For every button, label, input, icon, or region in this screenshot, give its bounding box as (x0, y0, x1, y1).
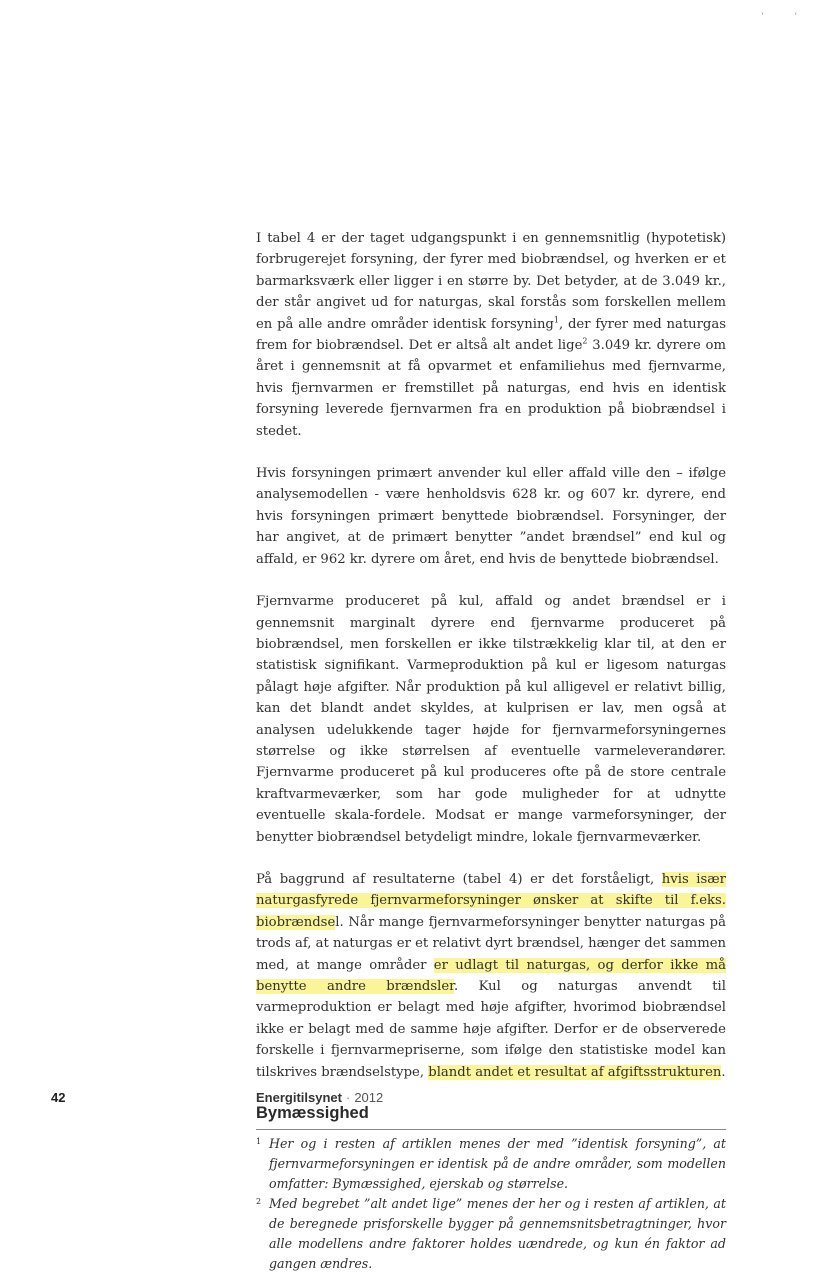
text-run: . Kul og naturgas anvendt til varmeproduktion er belagt med høje afgifter, hvorimod biobrændsel ikke er belagt med de samme høje afgifter. Derfor er de observerede forskelle i fjernvarmepriserne, som ifølge den statistiske model kan tilskrives brændselstype, (256, 979, 726, 1080)
highlighted-text: hvis især naturgasfyrede fjernvarmeforsyninger ønsker at skifte til f.eks. biobrændse (256, 871, 726, 930)
scan-specks: ' ' (761, 12, 811, 22)
main-content (256, 228, 726, 1274)
footer-year: 2012 (354, 1090, 384, 1105)
text-run: På baggrund af resultaterne (tabel 4) er det forståeligt, (256, 871, 662, 887)
text-run: I tabel 4 er der taget udgangspunkt i en gennemsnitlig (hypotetisk) forbrugerejet forsyning, der fyrer med biobrændsel, og hverken er et barmarksværk eller ligger i en større by. Det betyder, at de 3.049 kr., der står angivet ud for naturgas, skal forstås som forskellen mellem en på alle andre områder identisk forsyning (256, 231, 726, 332)
footnote-marker: 1 (256, 1137, 262, 1147)
text-run: 3.049 kr. dyrere om året i gennemsnit at få opvarmet et enfamiliehus med fjernvarme, hvis fjernvarmen er fremstillet på naturgas, end hvis en identisk forsyning leverede fjernvarmen fra en produktion på biobrændsel i stedet. (256, 338, 726, 439)
paragraph (256, 869, 726, 1083)
footnote-reference: 1 (553, 315, 559, 325)
section-heading: Bymæssighed (256, 1104, 726, 1130)
text-run: Fjernvarme produceret på kul, affald og andet brændsel er i gennemsnit marginalt dyrere end fjernvarme produceret på biobrændsel, men forskellen er ikke tilstrækkelig klar til, at den er statistisk signifikant. Varmeproduktion på kul er ligesom naturgas pålagt høje afgifter. Når produktion på kul alligevel er relativt billig, kan det blandt andet skyldes, at kulprisen er lav, men også at analysen udelukkende tager højde for fjernvarmeforsyningernes størrelse og ikke størrelsen af eventuelle varmeleverandører. Fjernvarme produceret på kul produceres ofte på de store centrale kraftvarmeværker, som har gode muligheder for at udnytte eventuelle skala-fordele. Modsat er mange varmeforsyninger, der benytter biobrændsel betydeligt mindre, lokale fjernvarmeværker. (256, 594, 726, 845)
footnote (256, 1194, 726, 1274)
body-text (256, 228, 726, 1083)
footnote-text: Her og i resten af artiklen menes der med ”identisk forsyning”, at fjernvarmeforsyningen er identisk på de andre områder, som modellen omfatter: Bymæssighed, ejerskab og størrelse. (269, 1136, 726, 1192)
footnote-marker: 2 (256, 1197, 262, 1207)
paragraph (256, 591, 726, 848)
footnote-reference: 2 (582, 336, 588, 346)
paragraph (256, 463, 726, 570)
footer-separator: · (345, 1090, 351, 1105)
text-run: . (721, 1064, 726, 1080)
paragraph (256, 228, 726, 442)
footer-publication: Energitilsynet (256, 1090, 342, 1105)
footnotes (256, 1134, 726, 1274)
page-number: 42 (51, 1090, 66, 1105)
page-footer (256, 1090, 383, 1105)
text-run: , der fyrer med naturgas frem for biobrændsel. Det er altså alt andet lige (256, 316, 726, 354)
highlighted-text: er udlagt til naturgas, og derfor ikke må benytte andre brændsler (256, 957, 727, 994)
text-run: Hvis forsyningen primært anvender kul eller affald ville den – ifølge analysemodellen - være henholdsvis 628 kr. og 607 kr. dyrere, end hvis forsyningen primært benyttede biobrændsel. Forsyninger, der har angivet, at de primært benytter ”andet brændsel” end kul og affald, er 962 kr. dyrere om året, end hvis de benyttede biobrændsel. (256, 466, 726, 567)
text-run: l. Når mange fjernvarmeforsyninger benytter naturgas på trods af, at naturgas er et relativt dyrt brændsel, hænger det sammen med, at mange områder (256, 914, 726, 973)
footnote (256, 1134, 726, 1194)
footnote-text: Med begrebet ”alt andet lige” menes der her og i resten af artiklen, at de beregnede prisforskelle bygger på gennemsnitsbetragtninger, hvor alle modellens andre faktorer holdes uændrede, og kun én faktor ad gangen ændres. (269, 1196, 726, 1272)
highlighted-text: blandt andet et resultat af afgiftsstrukturen (428, 1064, 722, 1080)
